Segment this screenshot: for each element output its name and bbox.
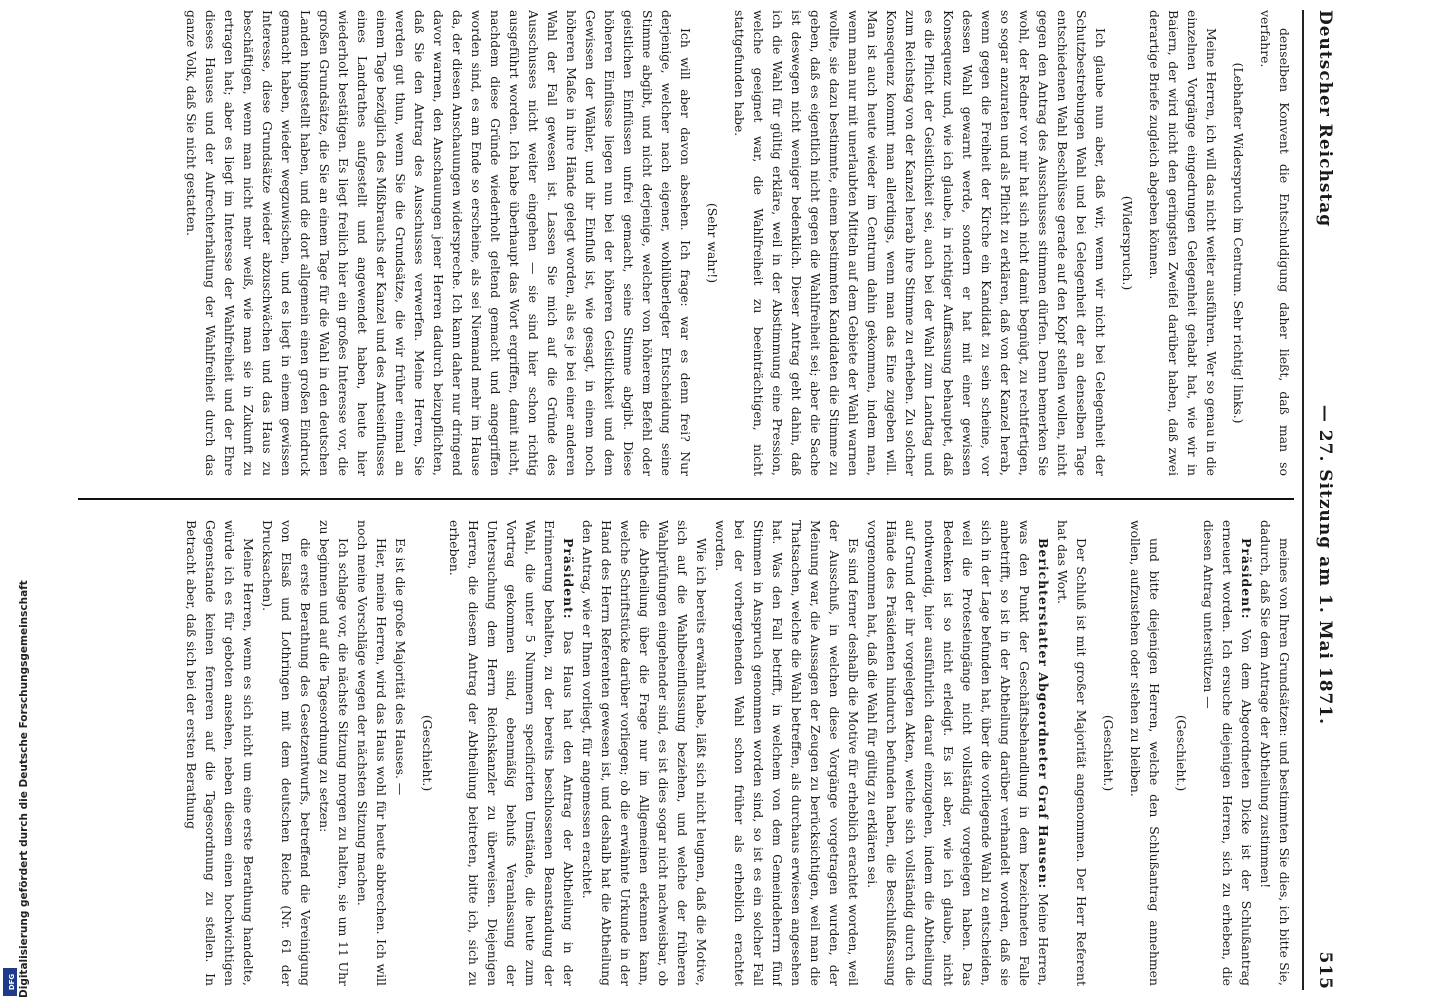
speech-text: Das Haus hat den Antrag der Abtheilung in der Erinnerung behalten, zu der bereits beschlossenen Beanstandung der Wahl, die unter 5 Nummern specificirten Umstände, die heute zum Vortrag gekommen sind, ebenmäßig behufs Veranlassung der Untersuchung dem Herrn Reichskanzler zu überweisen. Diejenigen Herren, die diesem Antrag der Abtheilung beitreten, bitte ich, sich zu erheben. (447, 520, 576, 986)
speech-text: Meine Herren, was den Punkt der Geschäftsbehandlung in dem bezeichneten Falle anbetrifft, so ist in der Abtheilung darüber verhandelt worden, daß sie sich in der Lage befunden hat, über die vorliegende Wahl zu entscheiden, weil die Protesteingänge nicht vollständig vorgelegen haben. Das Bedenken ist so nicht erledigt. Es ist aber, wie ich glaube, nicht nothwendig, hier ausführlich darauf einzugehen, indem die Abtheilung auf Grund der ihr vorgelegten Akten, welche sich vollständig durch die Hände des Präsidenten hindurch befunden haben, die Beschlußfassung vorgenommen hat, daß die Wahl für gültig zu erklären sei. (865, 520, 1051, 986)
text-paragraph: und bitte diejenigen Herren, welche den Schlußantrag annehmen wollen, aufzustehen oder stehen zu bleiben. (1128, 520, 1162, 986)
stage-direction: (Geschieht.) (420, 714, 435, 792)
digitization-notice: Digitalisierung gefördert durch die Deutsche Forschungsgemeinschaft (18, 580, 30, 998)
text-paragraph: denselben Konvent die Entschuldigung daher ließt, daß man so verfahre. (1258, 10, 1292, 476)
dfg-logo (3, 968, 17, 996)
scanned-page (68, 10, 1338, 990)
text-paragraph: Wie ich bereits erwähnt habe, läßt sich nicht leugnen, daß die Motive, sich auf die Wahlbeeinflussung beziehen, und welche der früheren Wahlprüfungen eingehender sind, es ist dies sogar nicht nachweisbar, ob die Abtheilung über die Frage nur im Allgemeinen erkennen kann, welche Schriftstücke darüber vorliegen; ob die erwähnte Urkunde in der Hand des Herrn Referenten gewesen ist, und deshalb hat die Abtheilung den Antrag, wie er Ihnen vorliegt, für angemessen erachtet. (580, 520, 709, 986)
text-paragraph: Der Schluß ist mit großer Majorität angenommen. Der Herr Referent hat das Wort. (1055, 520, 1089, 986)
stage-direction: (Geschieht.) (1174, 714, 1189, 792)
text-paragraph: meines von Ihren Grundsätzen: und bestimmten Sie dies, ich bitte Sie, dadurch, daß Sie dem Antrage der Abtheilung zustimmen! (1258, 520, 1292, 986)
speech-paragraph (863, 520, 1053, 986)
stage-direction: (Geschieht.) (1101, 714, 1116, 792)
page-header (1302, 10, 1338, 990)
stage-direction: (Lebhafter Widerspruch im Centrum. Sehr richtig! links.) (1231, 62, 1246, 424)
text-paragraph: Ich will aber davon absehen. Ich frage: war es denn frei? Nur derjenige, welcher nach eigener, wohlüberlegter Entscheidung seine Stimme abgibt, und nicht derjenige, welcher von höherem Befehl oder geistlichen Einflüssen unfrei gemacht, seine Stimme abgibt. Diese höheren Einflüsse liegen nun bei der höheren Geistlichkeit und dem Gewissen der Wähler, und ihr Einfluß ist, wie gesagt, in einem noch höheren Maße in ihre Hände gelegt worden, als es je bei einer anderen Wahl der Fall gewesen ist. Lassen Sie mich auf die Gründe des Ausschusses nicht weiter eingehen — sie sind hier schon richtig ausgeführt worden. Ich habe überhaupt das Wort ergriffen, damit nicht, nachdem diese Gründe wiederholt geltend gemacht und angegriffen worden sind, es am Ende so erscheine, als sei Niemand mehr im Hause da, der diesen Anschauungen widerspreche. Ich kann daher nur dringend davor warnen, den Anschauungen jener Herren dadurch beizupflichten, daß Sie den Antrag des Ausschusses verwerfen. Meine Herren, Sie werden gut thun, wenn Sie die Grundsätze, die wir früher einmal an einem Tage bezüglich des Mißbrauchs der Kanzel und des Amtseinflusses eines Landrathes aufgestellt und angewendet haben, heute hier wiederholt bestätigen. Es liegt freilich hier ein großes Interesse vor, die großen Grundsätze, die Sie an einem Tage für die Wahl in den deutschen Landen hingestellt haben, und die dort allgemein einen großen Eindruck gemacht haben, wieder wegzuwischen, und es liegt in einem gewissen Interesse, diese Grundsätze wieder abzuschwächen und das Haus zu beschäftigen, wenn man nicht mehr weiß, wie man sie in Zukunft zu ertragen hat; aber es liegt im Interesse der Wahlfreiheit und der Ehre dieses Hauses und der Aufrechterhaltung der Wahlfreiheit durch das ganze Volk, daß Sie nicht gestatten. (184, 10, 693, 476)
session-title: — 27. Sitzung am 1. Mai 1871. (1315, 404, 1335, 726)
text-paragraph: Es sind ferner deshalb die Motive für erheblich erachtet worden, weil der Ausschuß, in welchen diese Vorgänge vorgetragen wurden, der Meinung war, die Aussagen der Zeugen zu berücksichtigen, weil man die Thatsachen, welche die Wahl betreffen, als durchaus erwiesen angesehen hat. Was den Fall betrifft, in welchem von dem Gemeindeherrn fünf Stimmen in Anspruch genommen worden sind, so ist es ein solcher Fall bei der vorhergehenden Wahl schon früher als erheblich erachtet worden. (713, 520, 861, 986)
watermark-strip (0, 0, 30, 1000)
stage-direction: (Widerspruch.) (1120, 195, 1135, 291)
text-paragraph: Ich schlage vor, die nächste Sitzung morgen zu halten, sie um 11 Uhr zu beginnen und auf die Tagesordnung zu setzen: (317, 520, 351, 986)
text-paragraph: Meine Herren, ich will das nicht weiter ausführen. Wer so genau in die einzelnen Vorgänge eingedrungen Gelegenheit gehabt hat, wie wir in Baiern, der wird nicht den geringsten Zweifel darüber haben, daß zwei derartige Briefe zugleich abgeben können. (1147, 10, 1219, 476)
speech-paragraph (445, 520, 578, 986)
page-number: 515 (1315, 951, 1335, 990)
right-column (78, 520, 1294, 986)
publication-title: Deutscher Reichstag (1315, 10, 1335, 228)
speaker-name: Präsident: (561, 538, 576, 620)
stage-direction: (Sehr wahr!) (705, 202, 720, 284)
text-paragraph: Es ist die große Majorität des Hauses. — (393, 538, 408, 796)
speech-paragraph (1199, 520, 1256, 986)
text-paragraph: Hier, meine Herren, wird das Haus wohl für heute abbrechen. Ich will noch meine Vorschläge wegen der nächsten Sitzung machen. (355, 520, 389, 986)
text-paragraph: Meine Herren, wenn es sich nicht um eine erste Berathung handelte, würde ich es für geboten ansehen, neben diesem einen hochwichtigen Gegenstande keinen ferneren auf die Tagesordnung zu stellen. In Betracht aber, daß sich bei der ersten Berathung (184, 520, 256, 986)
speech-text: Von dem Abgeordneten Dicke ist der Schlußantrag erneuert worden. Ich ersuche diejenigen Herren, sich zu erheben, die diesen Antrag unterstützen — (1201, 520, 1254, 986)
left-column (78, 10, 1294, 476)
text-paragraph: Ich glaube nun aber, daß wir, wenn wir nicht bei Gelegenheit der Schutzbestrebungen Wahl und bei Gelegenheit der an denselben Tage entschiedenen Wahl Beschlüsse gerade auf den Kopf stellen wollen, nicht gegen den Antrag des Ausschusses stimmen dürfen. Denn bemerken Sie wohl, der Redner vor mir hat sich nicht damit begnügt, zu rechtfertigen, so sogar anzuraten und als Pflicht zu erklären, daß von der Kanzel herab, wenn gegen die Freiheit der Kirche ein Kandidat zu sein scheine, vor dessen Wahl gewarnt werde, sondern er hat mit einer gewissen Konsequenz und, wie ich glaube, in richtiger Auffassung behauptet, daß es die Pflicht der Geistlichkeit sei, auch bei der Wahl zum Landtag und zum Reichstag von der Kanzel herab ihre Stimme zu erheben. Zu solcher Konsequenz kommt man allerdings, wenn man das Eine zugeben will. Man ist auch heute wieder im Centrum dahin gekommen, indem man, wenn man nur mit unerlaubten Mitteln auf dem Gebiete der Wahl warnen wollte, sie dazu bestimmte, einem bestimmten Kandidaten die Stimme zu geben, daß es eigentlich nicht gegen die Wahlfreiheit sei; aber die Sache ist deswegen nicht weniger bedenklich. Dieser Antrag geht dahin, daß ich die Wahl für gültig erkläre, weil in der Abstimmung eine Pression, welche geeignet war, die Wahlfreiheit zu beeinträchtigen, nicht stattgefunden habe. (732, 10, 1108, 476)
dfg-logo-text: DFG (8, 973, 17, 991)
text-paragraph: die erste Berathung des Gesetzentwurfs, betreffend die Vereinigung von Elsaß und Lothringen mit dem deutschen Reiche (Nr. 61 der Drucksachen). (260, 520, 313, 986)
column-divider (78, 498, 1294, 500)
speaker-name: Berichterstatter Abgeordneter Graf Hausen: (1036, 538, 1051, 890)
speaker-name: Präsident: (1239, 538, 1254, 620)
